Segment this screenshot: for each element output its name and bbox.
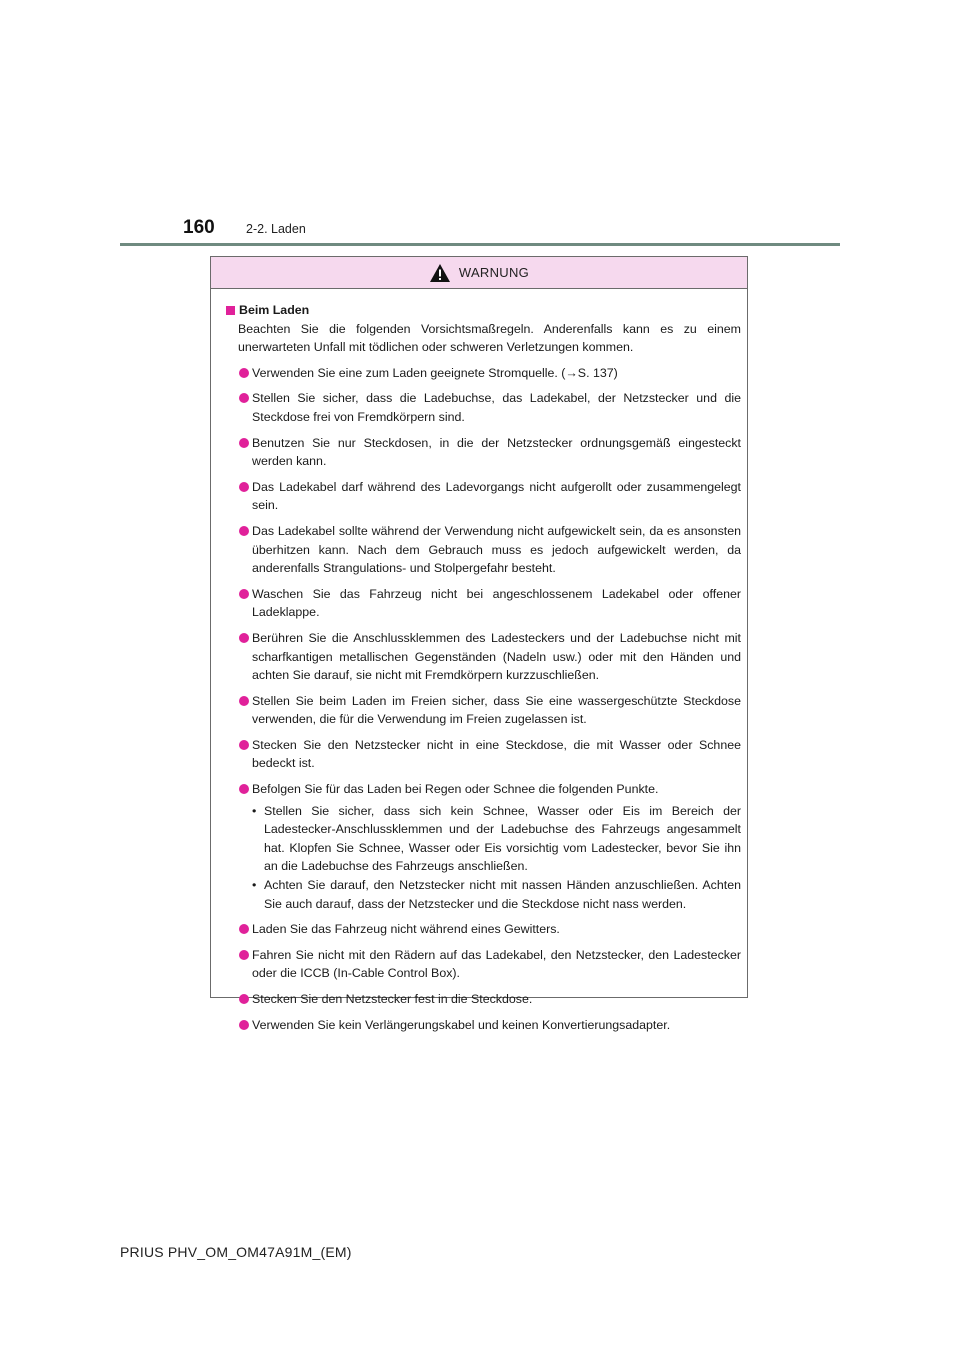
rain-sub-list (252, 802, 741, 914)
circle-bullet-icon (239, 950, 249, 960)
list-item-text: Stellen Sie beim Laden im Freien sicher, dass Sie eine wassergeschützte Steckdose verwenden, die für die Verwendung im Freien zugelassen ist. (252, 693, 741, 727)
circle-bullet-icon (239, 696, 249, 706)
circle-bullet-icon (239, 589, 249, 599)
warning-heading (226, 301, 741, 320)
warning-intro: Beachten Sie die folgenden Vorsichtsmaßregeln. Anderenfalls kann es zu einem unerwarteten Unfall mit tödlichen oder schweren Verletzungen kommen. (238, 321, 741, 355)
list-item (226, 629, 741, 685)
circle-bullet-icon (239, 1020, 249, 1030)
circle-bullet-icon (239, 368, 249, 378)
list-item (226, 1016, 741, 1035)
list-item (226, 434, 741, 471)
circle-bullet-icon (239, 633, 249, 643)
list-item (226, 364, 741, 383)
list-item-text: Fahren Sie nicht mit den Rädern auf das Ladekabel, den Netzstecker, den Ladestecker oder die ICCB (In-Cable Control Box). (252, 947, 741, 981)
sub-bullet-dot: • (252, 803, 257, 818)
document-code: PRIUS PHV_OM_OM47A91M_(EM) (120, 1244, 352, 1260)
sub-list-item-text: Achten Sie darauf, den Netzstecker nicht mit nassen Händen anzuschließen. Achten Sie auch darauf, dass der Netzstecker und die Steckdose nicht nass werden. (264, 878, 741, 911)
list-item (226, 990, 741, 1009)
sub-list-item-text: Stellen Sie sicher, dass sich kein Schnee, Wasser oder Eis im Bereich der Ladestecker-Anschlussklemmen und der Ladebuchse des Fahrzeugs angesammelt hat. Klopfen Sie Schnee, Wasser oder Eis vorsichtig vom Ladestecker, bevor Sie ihn an die Ladebuchse des Fahrzeugs anschließen. (264, 803, 741, 874)
warning-header (211, 257, 747, 289)
list-item (226, 736, 741, 773)
sub-list-item (226, 876, 741, 913)
list-item-text: Stellen Sie sicher, dass die Ladebuchse, das Ladekabel, der Netzstecker und die Steckdose frei von Fremdkörpern sind. (252, 391, 741, 424)
page-number: 160 (183, 217, 215, 238)
list-item-text: Das Ladekabel darf während des Ladevorgangs nicht aufgerollt oder zusammengelegt sein. (252, 479, 741, 513)
list-item-text: Berühren Sie die Anschlussklemmen des Ladesteckers und der Ladebuchse nicht mit scharfkantigen metallischen Gegenständen (Nadeln usw.) oder mit den Händen und achten Sie darauf, sie nicht mit Fremdkörpern kurzzuschließen. (252, 630, 741, 683)
circle-bullet-icon (239, 994, 249, 1004)
list-item-text: Verwenden Sie eine zum Laden geeignete Stromquelle. (→S. 137) (252, 365, 618, 380)
list-item-text: Verwenden Sie kein Verlängerungskabel und keinen Konvertierungsadapter. (252, 1017, 671, 1032)
warning-body (211, 289, 747, 1034)
circle-bullet-icon (239, 924, 249, 934)
sub-bullet-dot: • (252, 878, 257, 893)
list-item (226, 692, 741, 729)
list-item (226, 920, 741, 939)
circle-bullet-icon (239, 526, 249, 536)
list-item (226, 946, 741, 983)
circle-bullet-icon (239, 438, 249, 448)
list-item-text: Befolgen Sie für das Laden bei Regen oder Schnee die folgenden Punkte. (252, 782, 659, 797)
list-item-text: Waschen Sie das Fahrzeug nicht bei angeschlossenem Ladekabel oder offener Ladeklappe. (252, 586, 741, 620)
warning-heading-text: Beim Laden (239, 303, 310, 317)
sub-list-item (226, 802, 741, 876)
list-item-text: Stecken Sie den Netzstecker nicht in eine Steckdose, die mit Wasser oder Schnee bedeckt ist. (252, 737, 741, 771)
list-item (226, 478, 741, 515)
list-item-text: Stecken Sie den Netzstecker fest in die Steckdose. (252, 992, 533, 1006)
list-item-text: Das Ladekabel sollte während der Verwendung nicht aufgewickelt sein, da es ansonsten überhitzen kann. Nach dem Gebrauch muss es jedoch aufgewickelt werden, da anderenfalls Strangulations- und Stolpergefahr besteht. (252, 523, 741, 576)
square-bullet-icon (226, 306, 235, 315)
list-item (226, 389, 741, 426)
warning-triangle-icon (429, 263, 451, 283)
list-item (226, 780, 741, 913)
circle-bullet-icon (239, 393, 249, 403)
circle-bullet-icon (239, 740, 249, 750)
circle-bullet-icon (239, 784, 249, 794)
warning-title: WARNUNG (458, 265, 530, 280)
list-item-text: Laden Sie das Fahrzeug nicht während eines Gewitters. (252, 922, 560, 937)
warning-box (210, 256, 748, 1032)
list-item-text: Benutzen Sie nur Steckdosen, in die der Netzstecker ordnungsgemäß eingesteckt werden kann. (252, 435, 741, 469)
header-rule (120, 243, 840, 246)
circle-bullet-icon (239, 482, 249, 492)
list-item (226, 522, 741, 578)
section-title: 2-2. Laden (246, 222, 306, 236)
list-item (226, 585, 741, 622)
